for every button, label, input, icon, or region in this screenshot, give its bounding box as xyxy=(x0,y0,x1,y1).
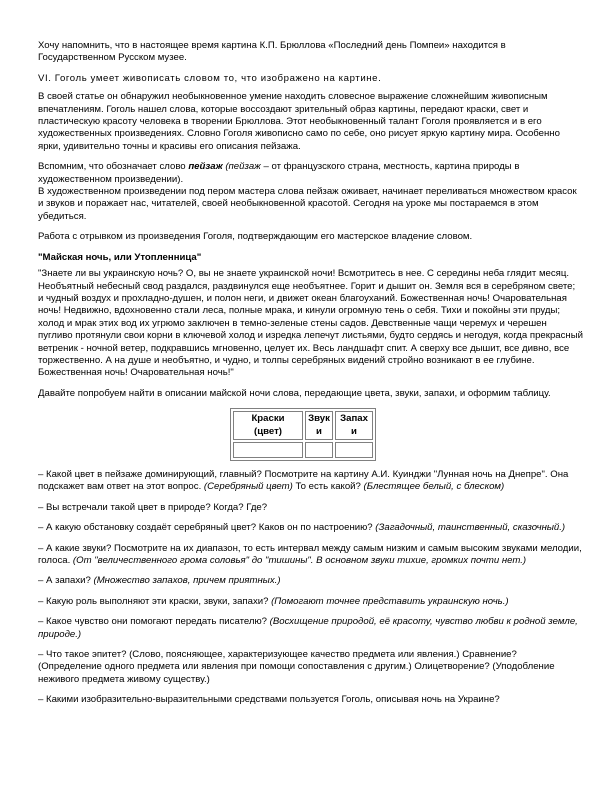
empty-cell-smells xyxy=(335,442,373,458)
question-dominant-color: – Какой цвет в пейзаже доминирующий, главный? Посмотрите на картину А.И. Куинджи "Лунная ночь на Днепре". Она подскажет вам ответ на этот вопрос. (Серебряный цвет) То есть какой? (Блестящее белый, с блеском) xyxy=(38,468,569,493)
excerpt-text: "Знаете ли вы украинскую ночь? О, вы не знаете украинской ночи! Всмотритесь в нее. С середины неба глядит месяц. Необъятный небесный свод раздался, раздвинулся еще необъятнее. Горит и дышит он. Земля вся в серебряном свете; и чудный воздух и прохладно-душен, и полон неги, и движет океан благоуханий. Божественная ночь! Очаровательная ночь! Недвижно, вдохновенно стали леса, полные мрака, и кинули огромную тень о себя. Тихи и покойны эти пруды; холод и мрак этих вод их угрюмо заключен в темно-зеленые стены садов. Девственные чащи черемух и черешен пугливо протянули свои корни в ключевой холод и изредка лепечут листьями, будто сердясь и негодуя, когда прекрасный ветреник - ночной ветер, подкравшись мгновенно, целует их. Весь ландшафт спит. А сверху все дышит, все дивно, все торжественно. А на душе и необъятно, и чудно, и толпы серебряных видений стройно возникают в ее глубине. Божественная ночь! Очаровательная ночь!" xyxy=(38,268,583,379)
question-feeling: – Какое чувство они помогают передать писателю? (Восхищение природой, её красоту, чувство любви к родной земле, природе.) xyxy=(38,616,578,640)
table-intro: Давайте попробуем найти в описании майской ночи слова, передающие цвета, звуки, запахи, и оформим таблицу. xyxy=(38,387,551,399)
paragraph-gogol-talent: В своей статье он обнаружил необыкновенное умение находить словесное выражение сложнейшим живописным впечатлениям. Гоголь нашел слова, которые воссоздают зрительный образ картины, передают краски, свет и пластическую красоту человека в творении Брюллова. Этот необыкновенный талант Гоголя проявляется и в его художественных произведениях. Словно Гоголя живописно само по себе, оно рисует яркую картину мира. Особенно ярки, удивительно точны и красивы его описания пейзажа. xyxy=(38,91,560,152)
question-silver-mood: – А какую обстановку создаёт серебряный цвет? Каков он по настроению? (Загадочный, таинственный, сказочный.) xyxy=(38,522,566,534)
header-smells: Запах и xyxy=(335,411,373,440)
empty-cell-colors xyxy=(233,442,303,458)
question-expressive-means: – Какими изобразительно-выразительными средствами пользуется Гоголь, описывая ночь на Украине? xyxy=(38,694,500,706)
excerpt-title: "Майская ночь, или Утопленница" xyxy=(38,251,202,263)
table-header-row xyxy=(233,411,373,440)
empty-cell-sounds xyxy=(305,442,333,458)
question-epithet: – Что такое эпитет? (Слово, поясняющее, характеризующее качество предмета или явления.) Сравнение? (Определение одного предмета или явления при помощи сопоставления с другим.) Олицетворение? (Уподобление неживого предмета живому существу.) xyxy=(38,649,555,685)
term-landscape: пейзаж xyxy=(188,161,223,173)
question-color-in-nature: – Вы встречали такой цвет в природе? Когда? Где? xyxy=(38,501,268,513)
definition-rest: – от французского страна, местность, картина природы в художественном произведении). xyxy=(38,161,520,185)
document-page xyxy=(38,40,583,715)
analysis-table xyxy=(230,408,376,461)
intro-paragraph: Хочу напомнить, что в настоящее время картина К.П. Брюллова «Последний день Помпеи» находится в Государственном Русском музее. xyxy=(38,40,506,64)
definition-lead: Вспомним, что обозначает слово xyxy=(38,161,189,173)
header-sounds: Звук и xyxy=(305,411,333,440)
paragraph-work-with-excerpt: Работа с отрывком из произведения Гоголя, подтверждающим его мастерское владение словом. xyxy=(38,231,473,243)
question-smells: – А запахи? (Множество запахов, причем приятных.) xyxy=(38,575,281,587)
header-colors: Краски (цвет) xyxy=(233,411,303,440)
section-heading: VI. Гоголь умеет живописать словом то, что изображено на картине. xyxy=(38,72,382,84)
table-empty-row xyxy=(233,442,373,458)
question-sounds: – А какие звуки? Посмотрите на их диапазон, то есть интервал между самым низким и самым высоким звуками мелодии, голоса. (От "величественного грома соловья" до "тишины". В основном звуки тихие, громких почти нет.) xyxy=(38,542,582,566)
paragraph-landscape-alive: В художественном произведении под пером мастера слова пейзаж оживает, начинает переливаться множеством красок и звуков и поражает нас, читателей, своей необыкновенной красотой. Сегодня на уроке мы постараемся в этом убедиться. xyxy=(38,186,577,222)
question-role: – Какую роль выполняют эти краски, звуки, запахи? (Помогают точнее представить украинскую ночь.) xyxy=(38,595,509,607)
term-landscape-paren: (пейзаж xyxy=(222,161,261,173)
paragraph-landscape-definition xyxy=(38,161,583,186)
